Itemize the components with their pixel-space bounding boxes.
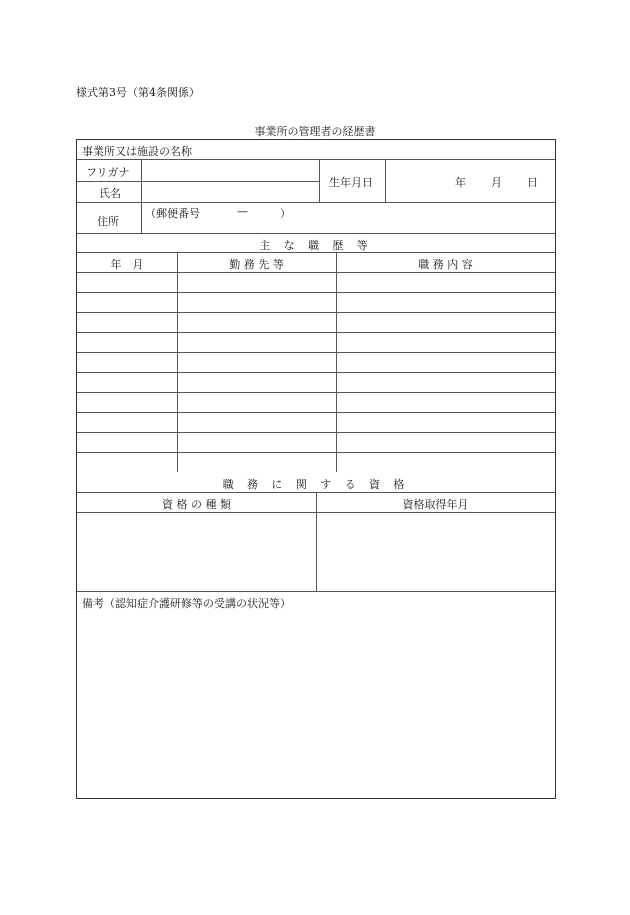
qualification-date-field[interactable] xyxy=(317,514,555,591)
career-date-cell[interactable] xyxy=(77,333,177,352)
career-duties-cell[interactable] xyxy=(337,433,555,452)
postal-code-dash: — xyxy=(237,205,248,218)
career-workplace-cell[interactable] xyxy=(178,313,336,332)
address-label: 住所 xyxy=(97,215,119,228)
document-title: 事業所の管理者の経歴書 xyxy=(254,125,376,138)
career-workplace-cell[interactable] xyxy=(178,433,336,452)
facility-name-row xyxy=(77,140,555,160)
remarks-field[interactable] xyxy=(77,592,555,798)
career-workplace-cell[interactable] xyxy=(178,413,336,432)
qualifications-table xyxy=(77,493,555,592)
career-table-row xyxy=(77,333,555,353)
dob-month-label: 月 xyxy=(491,176,502,189)
dob-year-label: 年 xyxy=(455,176,466,189)
career-table-row xyxy=(77,413,555,433)
career-history-form xyxy=(76,139,556,799)
career-table-row xyxy=(77,393,555,413)
personal-info-block xyxy=(77,160,555,234)
qualifications-section-title: 職 務 に 関 す る 資 格 xyxy=(222,478,410,491)
career-col-date: 年 月 xyxy=(110,258,144,271)
career-duties-cell[interactable] xyxy=(337,333,555,352)
name-field[interactable] xyxy=(142,182,319,202)
career-duties-cell[interactable] xyxy=(337,313,555,332)
qualifications-section-header xyxy=(77,473,555,493)
qualification-col-type: 資 格 の 種 類 xyxy=(162,498,231,511)
qualifications-table-header xyxy=(77,493,555,513)
career-col-duties: 職 務 内 容 xyxy=(418,258,473,271)
qualification-col-date: 資格取得年月 xyxy=(402,498,469,511)
remarks-label: 備考（認知症介護研修等の受講の状況等） xyxy=(82,597,291,610)
furigana-label: フリガナ xyxy=(86,166,130,179)
career-table-row xyxy=(77,273,555,293)
career-date-cell[interactable] xyxy=(77,353,177,372)
career-duties-cell[interactable] xyxy=(337,453,555,473)
career-table-row xyxy=(77,433,555,453)
career-duties-cell[interactable] xyxy=(337,293,555,312)
career-date-cell[interactable] xyxy=(77,413,177,432)
form-number: 様式第3号（第4条関係） xyxy=(76,86,200,99)
career-duties-cell[interactable] xyxy=(337,413,555,432)
career-workplace-cell[interactable] xyxy=(178,393,336,412)
furigana-field[interactable] xyxy=(142,160,319,181)
career-workplace-cell[interactable] xyxy=(178,273,336,292)
date-of-birth-field[interactable] xyxy=(386,160,555,202)
career-duties-cell[interactable] xyxy=(337,373,555,392)
postal-code-prefix: （郵便番号 xyxy=(145,207,200,220)
career-date-cell[interactable] xyxy=(77,373,177,392)
career-table-row xyxy=(77,373,555,393)
career-table-row xyxy=(77,293,555,313)
career-section-header xyxy=(77,234,555,253)
qualification-type-field[interactable] xyxy=(77,514,315,591)
name-label: 氏名 xyxy=(99,187,121,200)
career-table-row xyxy=(77,353,555,373)
career-date-cell[interactable] xyxy=(77,393,177,412)
career-workplace-cell[interactable] xyxy=(178,353,336,372)
career-workplace-cell[interactable] xyxy=(178,333,336,352)
career-table xyxy=(77,253,555,473)
date-of-birth-label: 生年月日 xyxy=(329,176,373,189)
career-workplace-cell[interactable] xyxy=(178,373,336,392)
career-date-cell[interactable] xyxy=(77,273,177,292)
career-duties-cell[interactable] xyxy=(337,353,555,372)
career-date-cell[interactable] xyxy=(77,453,177,473)
career-table-header xyxy=(77,253,555,273)
career-date-cell[interactable] xyxy=(77,293,177,312)
career-workplace-cell[interactable] xyxy=(178,293,336,312)
career-table-row xyxy=(77,313,555,333)
career-workplace-cell[interactable] xyxy=(178,453,336,473)
career-col-workplace: 勤 務 先 等 xyxy=(229,258,284,271)
facility-name-label: 事業所又は施設の名称 xyxy=(82,145,192,158)
career-table-row xyxy=(77,453,555,473)
career-date-cell[interactable] xyxy=(77,433,177,452)
career-date-cell[interactable] xyxy=(77,313,177,332)
postal-code-suffix: ） xyxy=(280,207,291,220)
address-field[interactable] xyxy=(142,203,555,233)
career-section-title: 主 な 職 歴 等 xyxy=(259,239,373,252)
career-duties-cell[interactable] xyxy=(337,273,555,292)
dob-day-label: 日 xyxy=(527,176,538,189)
career-duties-cell[interactable] xyxy=(337,393,555,412)
